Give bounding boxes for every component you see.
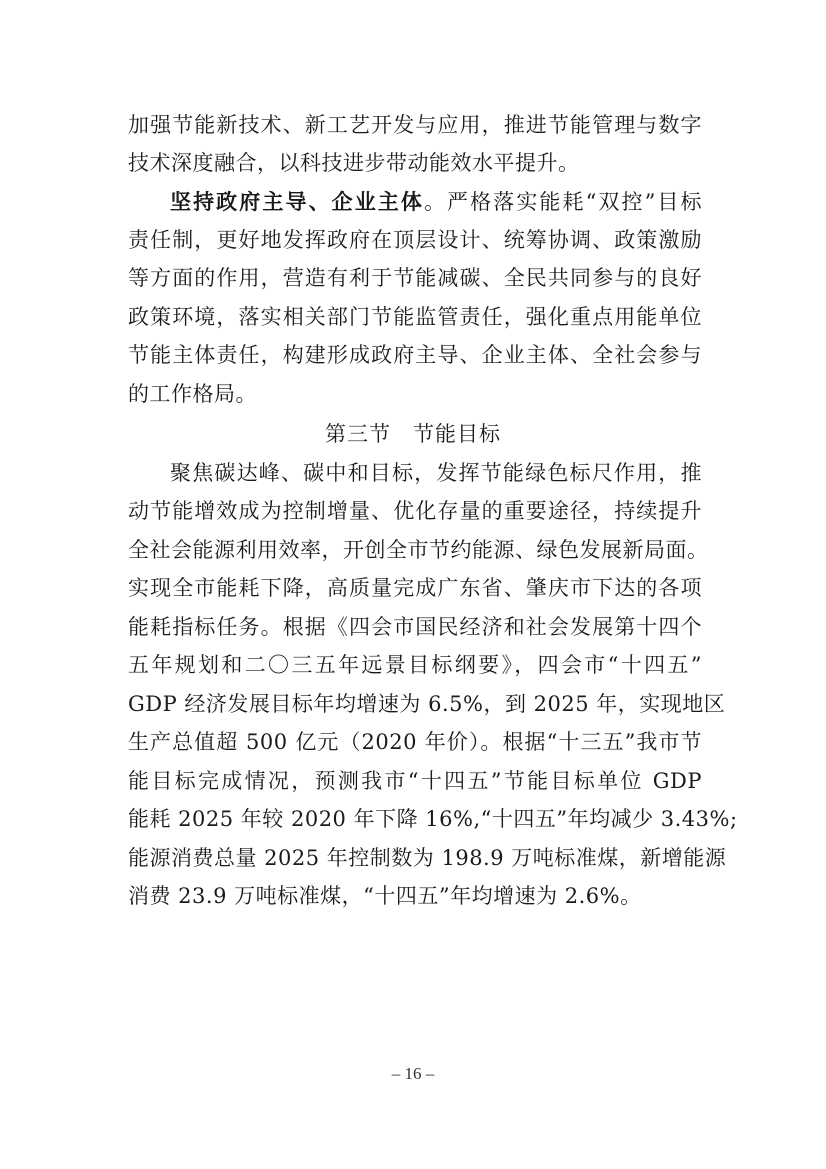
paragraph-3-line: 五年规划和二〇三五年远景目标纲要》，四会市“十四五” bbox=[128, 653, 702, 677]
paragraph-3-line: 能源消费总量 2025 年控制数为 198.9 万吨标准煤，新增能源 bbox=[128, 846, 727, 870]
paragraph-2-line: 节能主体责任，构建形成政府主导、企业主体、全社会参与 bbox=[128, 343, 702, 367]
paragraph-3-line: 动节能增效成为控制增量、优化存量的重要途径，持续提升 bbox=[128, 499, 702, 523]
paragraph-2-line-rest: 。严格落实能耗“双控”目标 bbox=[423, 190, 702, 214]
paragraph-2-first-line bbox=[170, 185, 702, 219]
paragraph-2-line: 的工作格局。 bbox=[128, 382, 257, 406]
paragraph-3-line: 实现全市能耗下降，高质量完成广东省、肇庆市下达的各项 bbox=[128, 576, 702, 600]
paragraph-2-line: 政策环境，落实相关部门节能监管责任，强化重点用能单位 bbox=[128, 305, 702, 329]
paragraph-2-line: 等方面的作用，营造有利于节能减碳、全民共同参与的良好 bbox=[128, 266, 702, 290]
paragraph-3-line: 能耗 2025 年较 2020 年下降 16%,“十四五”年均减少 3.43%; bbox=[128, 807, 738, 831]
paragraph-1-line: 加强节能新技术、新工艺开发与应用，推进节能管理与数字 bbox=[128, 113, 702, 137]
section-heading: 第三节 节能目标 bbox=[325, 422, 501, 446]
paragraph-3-line: 消费 23.9 万吨标准煤，“十四五”年均增速为 2.6%。 bbox=[128, 884, 642, 908]
paragraph-3-line: 生产总值超 500 亿元（2020 年价）。根据“十三五”我市节 bbox=[128, 730, 702, 754]
paragraph-3-line: 全社会能源利用效率，开创全市节约能源、绿色发展新局面。 bbox=[128, 538, 709, 562]
paragraph-3-line: GDP 经济发展目标年均增速为 6.5%，到 2025 年，实现地区 bbox=[128, 692, 726, 716]
bold-lead-phrase: 坚持政府主导、企业主体 bbox=[170, 189, 424, 214]
paragraph-2-line: 责任制，更好地发挥政府在顶层设计、统筹协调、政策激励 bbox=[128, 228, 702, 252]
paragraph-3-line: 能耗指标任务。根据《四会市国民经济和社会发展第十四个 bbox=[128, 615, 702, 639]
paragraph-1-line: 技术深度融合，以科技进步带动能效水平提升。 bbox=[128, 151, 580, 175]
paragraph-3-line: 能目标完成情况，预测我市“十四五”节能目标单位 GDP bbox=[128, 769, 702, 793]
paragraph-3-line: 聚焦碳达峰、碳中和目标，发挥节能绿色标尺作用，推 bbox=[170, 461, 702, 485]
page-number: – 16 – bbox=[391, 1064, 435, 1083]
